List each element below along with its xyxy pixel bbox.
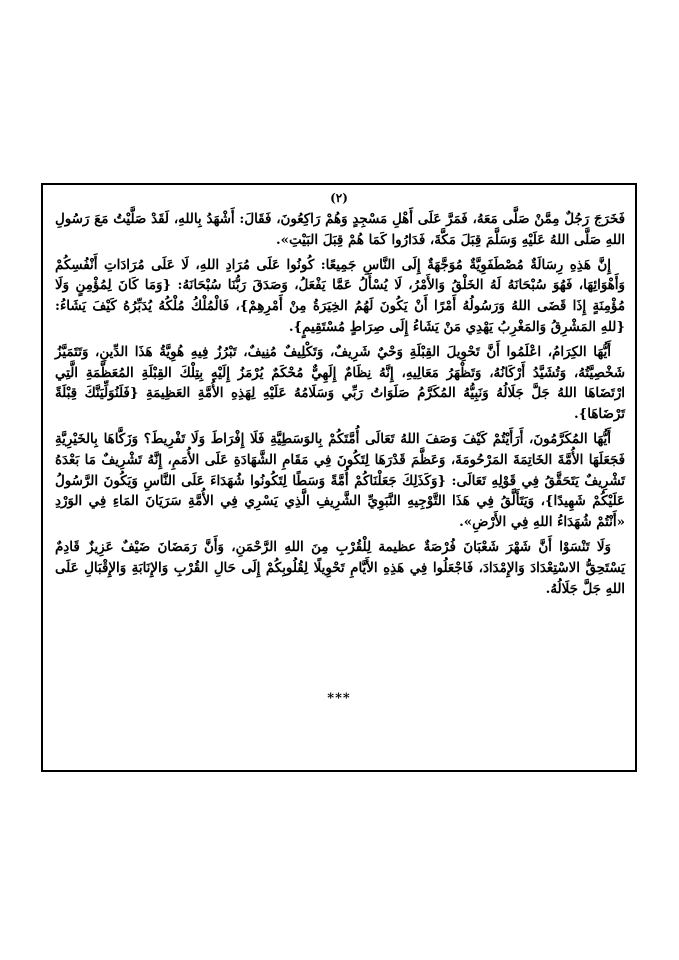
paragraph-2: إِنَّ هَذِهِ رِسَالَةٌ مُصْطَفَوِيَّةٌ مُوَجَّهَةٌ إِلَى النَّاسِ جَمِيعًا: كُونُوا عَلَى مُرَادِ اللهِ، لَا عَلَى مُرَادَاتِ أَنْفُسِكُمْ وَأَهْوَائِهَا، فَهُوَ سُبْحَانَهُ لَهُ الخَلْقُ وَالأَمْرُ، لَا يُسْأَلُ عَمَّا يَفْعَلُ، وَصَدَقَ رَبُّنَا سُبْحَانَهُ: {وَمَا كَانَ لِمُؤْمِنٍ وَلَا مُؤْمِنَةٍ إِذَا قَضَى اللهُ وَرَسُولُهُ أَمْرًا أَنْ يَكُونَ لَهُمُ الخِيَرَةُ مِنْ أَمْرِهِمْ}، فَالْمُلْكُ مُلْكُهُ يُدَبِّرُهُ كَيْفَ يَشَاءُ: {للهِ المَشْرِقُ وَالمَغْرِبُ يَهْدِي مَنْ يَشَاءُ إِلَى صِرَاطٍ مُسْتَقِيمٍ}. — [55, 256, 625, 335]
document-body — [55, 209, 625, 603]
paragraph-1: فَخَرَجَ رَجُلٌ مِمَّنْ صَلَّى مَعَهُ، فَمَرَّ عَلَى أَهْلِ مَسْجِدٍ وَهُمْ رَاكِعُونَ، فَقَالَ: أَشْهَدُ بِاللهِ، لَقَدْ صَلَّيْتُ مَعَ رَسُولِ اللهِ صَلَّى اللهُ عَلَيْهِ وَسَلَّمَ قِبَلَ مَكَّةَ، فَدَارُوا كَمَا هُمْ قِبَلَ البَيْتِ». — [55, 211, 625, 248]
page-frame — [41, 183, 637, 772]
section-separator: *** — [327, 691, 351, 706]
paragraph-4: أَيُّهَا المُكَرَّمُونَ، أَرَأَيْتُمْ كَيْفَ وَصَفَ اللهُ تَعَالَى أُمَّتَكُمْ بِالوَسَطِيَّةِ فَلَا إِفْرَاطَ وَلَا تَفْرِيطَ؟ وَزَكَّاهَا بِالخَيْرِيَّةِ فَجَعَلَهَا الأُمَّةَ الخَاتِمَةَ المَرْحُومَةَ، وَعَظَّمَ قَدْرَهَا لِتَكُونَ فِي مَقَامِ الشَّهَادَةِ عَلَى الأُمَمِ، إِنَّهُ تَشْرِيفٌ مَا بَعْدَهُ تَشْرِيفٌ يَتَحَقَّقُ فِي قَوْلِهِ تَعَالَى: {وَكَذَلِكَ جَعَلْنَاكُمْ أُمَّةً وَسَطًا لِتَكُونُوا شُهَدَاءَ عَلَى النَّاسِ وَيَكُونَ الرَّسُولُ عَلَيْكُمْ شَهِيدًا}، وَيَتَأَلَّقُ فِي هَذَا التَّوْجِيهِ النَّبَوِيِّ الشَّرِيفِ الَّذِي يَسْرِي فِي الأُمَّةِ سَرَيَانَ المَاءِ فِي الوَرْدِ «أَنْتُمْ شُهَدَاءُ اللهِ فِي الأَرْضِ». — [55, 430, 625, 531]
paragraph-5: وَلَا تَنْسَوْا أَنَّ شَهْرَ شَعْبَانَ فُرْصَةٌ عظيمة لِلْقُرْبِ مِنَ اللهِ الرَّحْمَنِ، وَأَنَّ رَمَضَانَ ضَيْفٌ عَزِيزٌ قَادِمٌ يَسْتَحِقُّ الاسْتِعْدَادَ وَالإِمْدَادَ، فَاجْعَلُوا فِي هَذِهِ الأَيَّامِ تَحْوِيلًا لِقُلُوبِكُمْ إِلَى حَالِ القُرْبِ وَالإِنَابَةِ وَالإِقْبَالِ عَلَى اللهِ جَلَّ جَلَالُهُ. — [55, 538, 625, 597]
paragraph-3: أَيُّهَا الكِرَامُ، اعْلَمُوا أَنَّ تَحْوِيلَ القِبْلَةِ وَحْيٌ شَرِيفٌ، وَتَكْلِيفٌ مُنِيفٌ، تَبْرُزُ فِيهِ هُوِيَّةُ هَذَا الدِّينِ، وَتَتَمَيَّزُ شَخْصِيَّتُهُ، وَتُشَيَّدُ أَرْكَانُهُ، وَتَظْهَرُ مَعَالِيهِ، إِنَّهُ نِظَامٌ إِلَهِيٌّ مُحْكَمٌ يُرْمَزُ إِلَيْهِ بِتِلْكَ القِبْلَةِ المُعَظَّمَةِ الَّتِي ارْتَضَاهَا اللهُ جَلَّ جَلَالُهُ وَنَبِيُّهُ المُكَرَّمُ صَلَوَاتُ رَبِّي وَسَلَامُهُ عَلَيْهِ لِهَذِهِ الأُمَّةِ العَظِيمَةِ {فَلَنُوَلِّيَنَّكَ قِبْلَةً تَرْضَاهَا}. — [55, 343, 625, 423]
page-number: (٢) — [330, 191, 348, 205]
